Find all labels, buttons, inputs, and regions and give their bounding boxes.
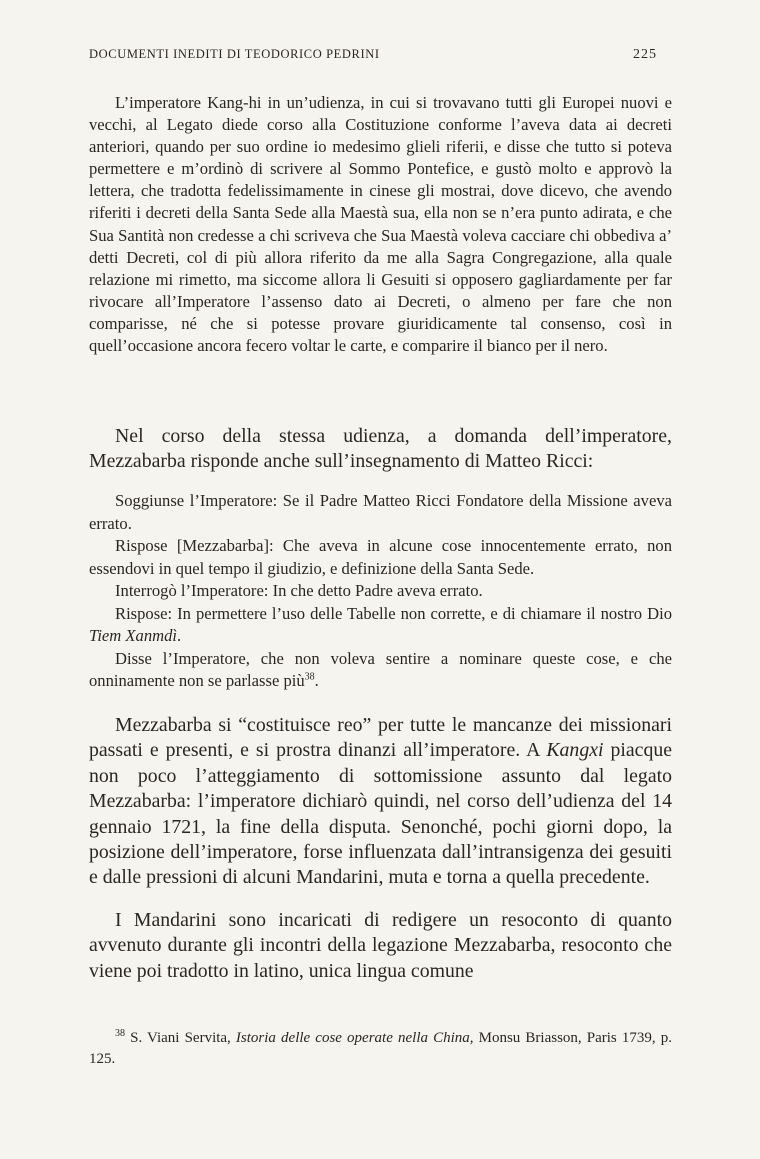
body-paragraph-3 — [89, 908, 672, 984]
dialog-line-1: Soggiunse l’Imperatore: Se il Padre Matteo Ricci Fondatore della Missione aveva errato. — [89, 491, 672, 533]
dialog-line-3: Interrogò l’Imperatore: In che detto Padre aveva errato. — [115, 581, 483, 600]
italic-term: Tiem Xanmdì — [89, 626, 178, 645]
footnote-author: S. Viani Servita, — [130, 1030, 236, 1046]
footnote-number: 38 — [115, 1028, 125, 1039]
dialog-line-2: Rispose [Mezzabarba]: Che aveva in alcune cose innocentemente errato, non essendovi in quel tempo il giudizio, e definizione della Santa Sede. — [89, 536, 672, 578]
body-paragraph-2: Mezzabarba si “costituisce reo” per tutte le mancanze dei missionari passati e presenti, e si prostra dinanzi all’imperatore. A Kangxi piacque non poco l’atteggiamento di sottomissione assunto dal legato Mezzabarba: l’imperatore dichiarò quindi, nel corso dell’udienza del 14 gennaio 1721, la fine della disputa. Senonché, pochi giorni dopo, la posizione dell’imperatore, forse influenzata dall’intransigenza dei gesuiti e dalle pressioni di alcuni Mandarini, muta e torna a quella precedente. — [89, 714, 673, 889]
running-head — [89, 47, 657, 63]
running-title: DOCUMENTI INEDITI DI TEODORICO PEDRINI — [89, 47, 380, 61]
body-paragraph-1-text: Nel corso della stessa udienza, a domanda dell’imperatore, Mezzabarba risponde anche sull’insegnamento di Matteo Ricci: — [89, 425, 672, 473]
footnote — [89, 1028, 672, 1070]
body-paragraph-1 — [89, 424, 672, 475]
footnote-publisher: Monsu Briasson, Paris 1739, p. 125. — [89, 1030, 672, 1067]
dialog-quote — [89, 490, 672, 693]
block-quote-kanghi — [89, 92, 672, 357]
footnote-title: Istoria delle cose operate nella China, — [235, 1030, 474, 1046]
body-paragraph-3-text: I Mandarini sono incaricati di redigere un resoconto di quanto avvenuto durante gli incontri della legazione Mezzabarba, resoconto che viene poi tradotto in latino, unica lingua comune — [89, 909, 672, 982]
dialog-line-5: Disse l’Imperatore, che non voleva sentire a nominare queste cose, e che onninamente non se parlasse più$^{38}$. — [89, 648, 672, 690]
italic-term: Kangxi — [546, 739, 604, 762]
page-number: 225 — [633, 47, 657, 62]
block-quote-text: L’imperatore Kang-hi in un’udienza, in cui si trovavano tutti gli Europei nuovi e vecchi, al Legato diede corso alla Costituzione conforme l’aveva data ai decreti anteriori, quando per suo ordine io medesimo glieli riferii, e disse che tutto si poteva permettere e m’ordinò di scrivere al Sommo Pontefice, e gustò molto e approvò la lettera, che tradotta fedelissimamente in cinese gli mostrai, dove dicevo, che avendo riferiti i decreti della Santa Sede alla Maestà sua, ella non se n’era punto adirata, e che Sua Santità non credesse a chi scriveva che Sua Maestà voleva cacciare chi obbediva a’ detti Decreti, col di più allora riferito da me alla Sagra Congregazione, alla quale relazione mi rimetto, ma siccome allora li Gesuiti si opposero gagliardamente per far rivocare all’Imperatore l’assenso dato ai Decreti, o almeno per fare che non comparisse, né che si potesse provare giuridicamente tal consenso, così in quell’occasione ancora fecero voltar le carte, e comparire il bianco per il nero. — [89, 93, 672, 356]
dialog-line-4: Rispose: In permettere l’uso delle Tabelle non corrette, e di chiamare il nostro Dio Tiem Xanmdì. — [89, 603, 672, 645]
footnote-ref[interactable]: 38 — [304, 671, 315, 683]
